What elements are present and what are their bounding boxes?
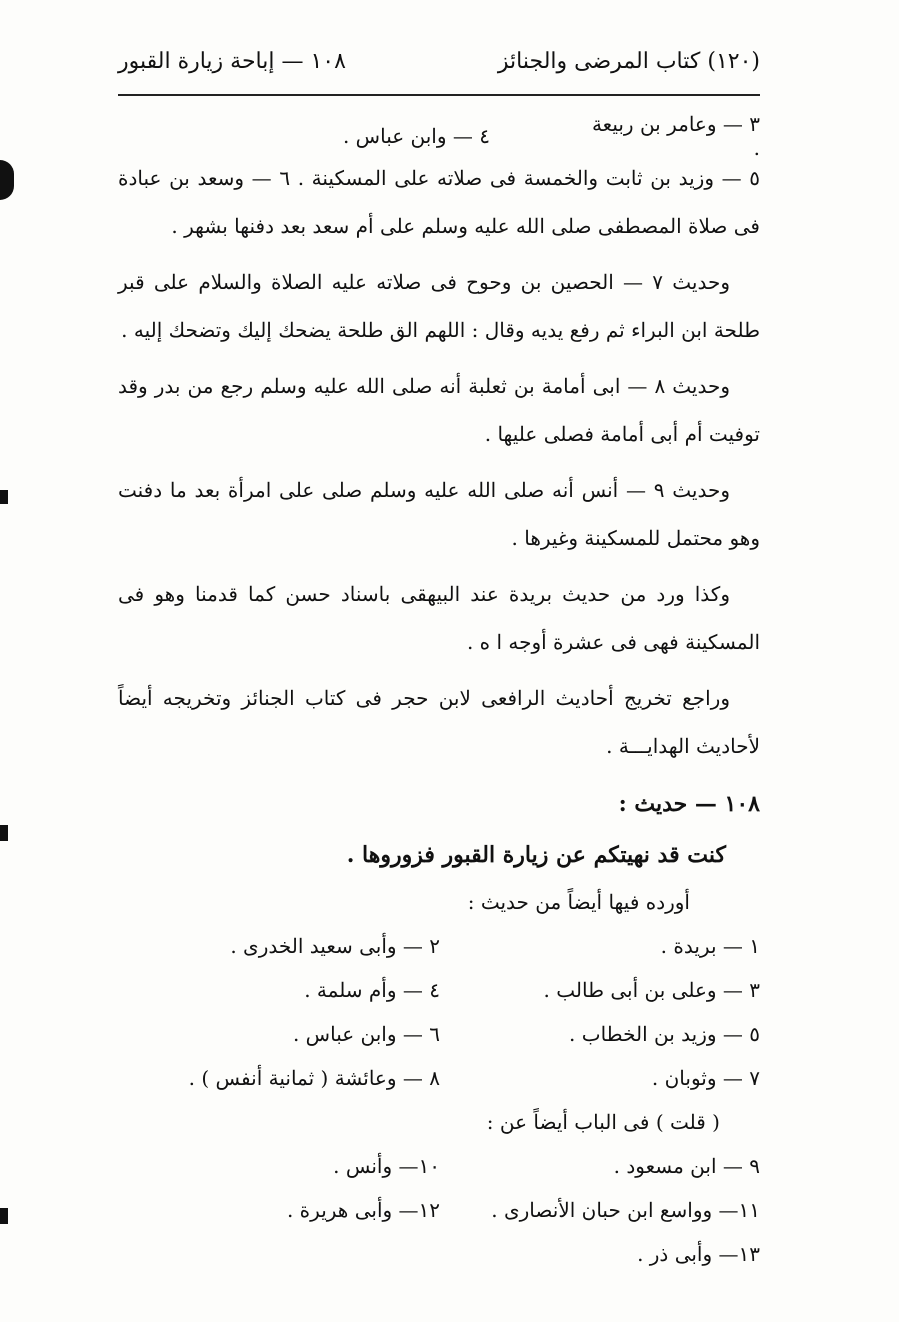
list-item: ٧ — وثوبان . bbox=[651, 1066, 760, 1090]
list-row bbox=[118, 1012, 760, 1056]
hadith-heading: ١٠٨ — حديث : bbox=[618, 791, 760, 817]
list-item: ٤ — وأم سلمة . bbox=[304, 978, 440, 1002]
text-line bbox=[118, 112, 760, 160]
scan-edge-mark bbox=[0, 490, 8, 504]
list-item: ٨ — وعائشة ( ثمانية أنفس ) . bbox=[188, 1066, 440, 1090]
list-item: ٣ — وعلى بن أبى طالب . bbox=[543, 978, 760, 1002]
list-item: ٦ — وابن عباس . bbox=[292, 1022, 440, 1046]
paragraph: وحديث ٨ — ابى أمامة بن ثعلبة أنه صلى الله عليه وسلم رجع من بدر وقد توفيت أم أبى أمامة فصلى عليها . bbox=[118, 374, 760, 446]
header-chapter: (١٢٠) كتاب المرضى والجنائز bbox=[497, 48, 760, 74]
scan-edge-mark bbox=[0, 1208, 8, 1224]
list-item: ١٣— وأبى ذر . bbox=[637, 1242, 760, 1266]
list-row bbox=[118, 1232, 760, 1276]
page-header bbox=[118, 40, 760, 82]
hadith-text: كنت قد نهيتكم عن زيارة القبور فزوروها . bbox=[346, 842, 726, 868]
list-row bbox=[118, 1188, 760, 1232]
list-row bbox=[118, 968, 760, 1012]
list-item: ٢ — وأبى سعيد الخدرى . bbox=[230, 934, 440, 958]
scan-edge-mark bbox=[0, 825, 8, 841]
scan-edge-mark bbox=[0, 160, 14, 200]
list-item: ٣ — وعامر بن ربيعة . bbox=[591, 112, 760, 160]
list-item: ٩ — ابن مسعود . bbox=[613, 1154, 760, 1178]
additional-narrator-list bbox=[118, 1144, 760, 1276]
list-item: ١١— وواسع ابن حبان الأنصارى . bbox=[491, 1198, 760, 1222]
paragraph: وراجع تخريج أحاديث الرافعى لابن حجر فى كتاب الجنائز وتخريجه أيضاً لأحاديث الهدايـــة . bbox=[118, 686, 760, 758]
paragraph: ٥ — وزيد بن ثابت والخمسة فى صلاته على المسكينة . ٦ — وسعد بن عبادة فى صلاة المصطفى صلى الله عليه وسلم على أم سعد بعد دفنها بشهر . bbox=[118, 166, 760, 238]
list-row bbox=[118, 1144, 760, 1188]
narrator-list bbox=[118, 924, 760, 1100]
header-section: ١٠٨ — إباحة زيارة القبور bbox=[118, 48, 346, 74]
hadith-intro: أورده فيها أيضاً من حديث : bbox=[467, 890, 690, 914]
book-page bbox=[118, 40, 760, 1276]
list-item: ١٢— وأبى هريرة . bbox=[286, 1198, 440, 1222]
qult-line: ( قلت ) فى الباب أيضاً عن : bbox=[486, 1110, 720, 1134]
list-row bbox=[118, 1056, 760, 1100]
paragraph: وكذا ورد من حديث بريدة عند البيهقى باسناد حسن كما قدمنا وهو فى المسكينة فهى فى عشرة أوجه ا ه . bbox=[118, 582, 760, 654]
list-item: ١ — بريدة . bbox=[660, 934, 760, 958]
list-row bbox=[118, 924, 760, 968]
list-item: ٥ — وزيد بن الخطاب . bbox=[569, 1022, 760, 1046]
paragraph: وحديث ٧ — الحصين بن وحوح فى صلاته عليه الصلاة والسلام على قبر طلحة ابن البراء ثم رفع يديه وقال : اللهم الق طلحة يضحك إليك وتضحك إليه . bbox=[118, 270, 760, 342]
list-item: ١٠— وأنس . bbox=[333, 1154, 440, 1178]
list-item: ٤ — وابن عباس . bbox=[342, 124, 490, 148]
header-rule bbox=[118, 94, 760, 96]
paragraph: وحديث ٩ — أنس أنه صلى الله عليه وسلم صلى على امرأة بعد ما دفنت وهو محتمل للمسكينة وغيرها . bbox=[118, 478, 760, 550]
